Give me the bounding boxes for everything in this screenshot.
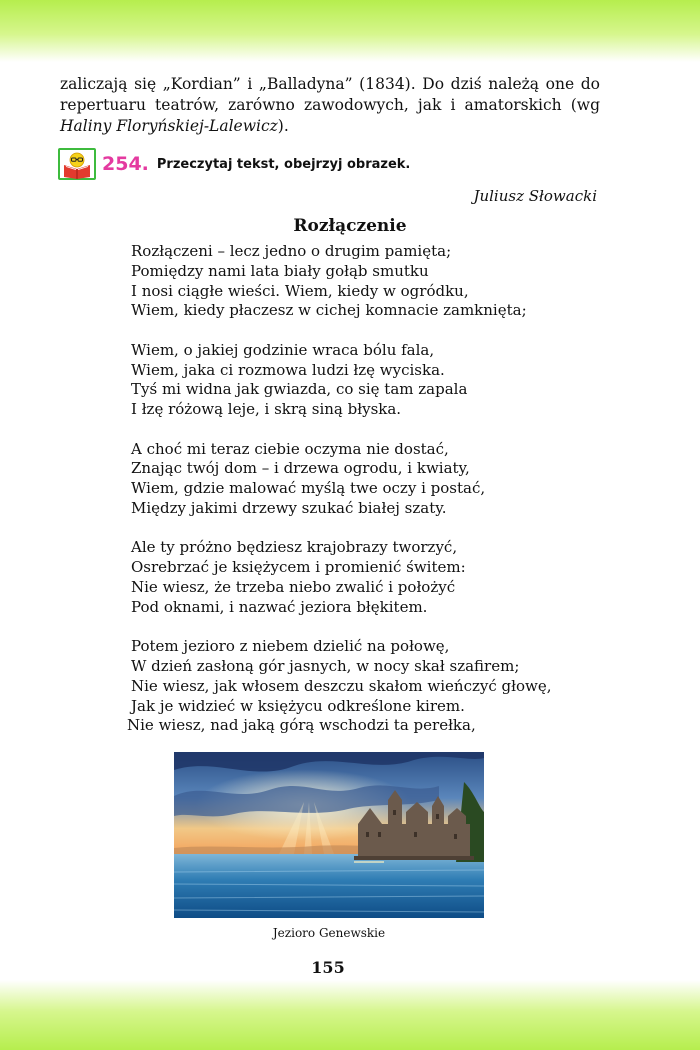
poem-line: I łzę różową leje, i skrą siną błyska. xyxy=(131,400,402,419)
poem-stanza xyxy=(131,440,601,519)
poem-line: A choć mi teraz ciebie oczyma nie dostać, xyxy=(131,439,449,458)
poem-stanza xyxy=(131,538,601,617)
poem-line: Nie wiesz, nad jaką górą wschodzi ta perełka, xyxy=(127,716,476,735)
poem-line: Jak je widzieć w księżycu odkreślone kirem. xyxy=(131,696,465,715)
poem-line: Tyś mi widna jak gwiazda, co się tam zapala xyxy=(131,380,468,399)
poem-line: Wiem, gdzie malować myślą twe oczy i postać, xyxy=(131,479,486,498)
poem-line: Między jakimi drzewy szukać białej szaty. xyxy=(131,498,447,517)
photo-caption: Jezioro Genewskie xyxy=(272,926,386,940)
poem-line: Nie wiesz, jak włosem deszczu skałom wieńczyć głowę, xyxy=(131,676,552,695)
poem-line: Nie wiesz, że trzeba niebo zwalić i położyć xyxy=(131,577,456,596)
intro-source-author: Haliny Floryńskiej-Lalewicz xyxy=(60,117,278,135)
poem-line: Ale ty próżno będziesz krajobrazy tworzyć, xyxy=(131,538,458,557)
poem-stanza xyxy=(131,242,601,321)
poem-title: Rozłączenie xyxy=(293,216,407,236)
intro-text-end: ). xyxy=(277,117,289,135)
poem-line: I nosi ciągłe wieści. Wiem, kiedy w ogródku, xyxy=(131,281,469,300)
poem-line: Potem jezioro z niebem dzielić na połowę, xyxy=(131,637,450,656)
poem-line: Pomiędzy nami lata biały gołąb smutku xyxy=(131,261,429,280)
poem-line: Wiem, kiedy płaczesz w cichej komnacie zamknięta; xyxy=(131,301,527,320)
intro-text: zaliczają się „Kordian” i „Balladyna” (1834). Do dziś należą one do repertuaru teatrów, zarówno zawodowych, jak i amatorskich (wg xyxy=(60,75,600,114)
poem-line: W dzień zasłoną gór jasnych, w nocy skał szafirem; xyxy=(131,656,520,675)
poem-line: Pod oknami, i nazwać jeziora błękitem. xyxy=(131,597,428,616)
poem-author: Juliusz Słowacki xyxy=(473,187,597,205)
intro-paragraph xyxy=(60,74,600,137)
poem-body xyxy=(127,242,601,756)
poem-line: Znając twój dom – i drzewa ogrodu, i kwiaty, xyxy=(131,459,470,478)
task-instruction: Przeczytaj tekst, obejrzyj obrazek. xyxy=(156,156,411,172)
poem-line: Wiem, o jakiej godzinie wraca bólu fala, xyxy=(131,340,435,359)
poem-line: Wiem, jaka ci rozmowa ludzi łzę wyciska. xyxy=(131,360,445,379)
poem-line: Osrebrzać je księżycem i promienić świtem: xyxy=(131,558,466,577)
reading-book-icon xyxy=(58,148,96,180)
poem-stanza xyxy=(127,637,601,736)
poem-stanza xyxy=(131,341,601,420)
lake-geneva-photo xyxy=(174,752,484,918)
top-gradient-band xyxy=(0,0,700,62)
task-number: 254. xyxy=(102,153,149,175)
page-number: 155 xyxy=(311,958,345,977)
task-header xyxy=(58,146,410,182)
poem-line: Rozłączeni – lecz jedno o drugim pamięta; xyxy=(131,242,452,260)
bottom-gradient-band xyxy=(0,980,700,1050)
